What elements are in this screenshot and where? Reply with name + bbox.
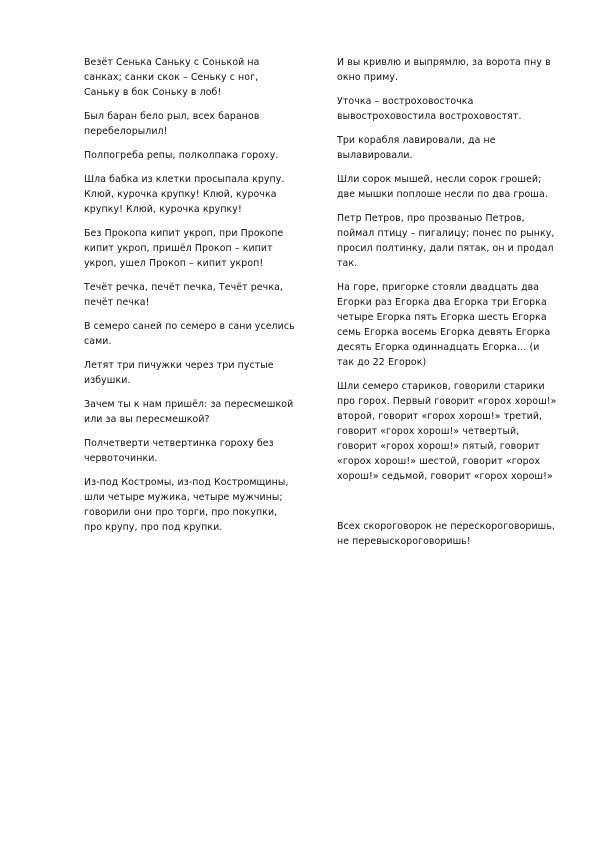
tongue-twister: На горе, пригорке стояли двадцать два Егорки раз Егорка два Егорка три Егорка четыре Егорка пять Егорка шесть Егорка семь Егорка восемь Егорка девять Егорка десять Егорка одиннадцать Егорка… (и так до 22 Егорок) bbox=[337, 282, 551, 368]
tongue-twister: Везёт Сенька Саньку с Сонькой на санках; санки скок – Сеньку с ног, Саньку в бок Соньку в лоб! bbox=[84, 57, 260, 98]
tongue-twister: Летят три пичужки через три пустые избушки. bbox=[84, 360, 274, 386]
tongue-twister: Шли семеро стариков, говорили старики про горох. Первый говорит «горох хорош!» второй, говорит «горох хорош!» третий, говорит «горох хорош!» четвертый, говорит «горох хорош!» пятый, говорит «горох хорош!» шестой, говорит «горох хорош!» седьмой, говорит «горох хорош!» bbox=[337, 381, 557, 482]
tongue-twister: Полпогреба репы, полколпака гороху. bbox=[84, 150, 279, 161]
tongue-twister: Течёт речка, печёт печка, Течёт речка, печёт печка! bbox=[84, 282, 284, 308]
tongue-twister: Петр Петров, про прозваныо Петров, поймал птицу – пигалицу; понес по рынку, просил полтинку, дали пятак, он и продал так. bbox=[337, 213, 555, 269]
left-column bbox=[84, 55, 296, 544]
closing-line: Всех скороговорок не перескороговоришь, не перевыскороговоришь! bbox=[337, 521, 556, 547]
tongue-twister: И вы кривлю и выпрямлю, за ворота пну в окно приму. bbox=[337, 57, 551, 83]
tongue-twister: Зачем ты к нам пришёл: за пересмешкой или за вы пересмешкой? bbox=[84, 399, 294, 425]
tongue-twister: В семеро саней по семеро в сани уселись сами. bbox=[84, 321, 295, 347]
tongue-twister: Три корабля лавировали, да не вылавировали. bbox=[337, 135, 496, 161]
tongue-twister: Из-под Костромы, из-под Костромщины, шли четыре мужика, четыре мужчины; говорили они про торги, про покупки, про крупу, про под крупки. bbox=[84, 477, 289, 533]
right-column bbox=[337, 55, 557, 558]
tongue-twister: Был баран бело рыл, всех баранов перебелорылил! bbox=[84, 111, 260, 137]
tongue-twister: Шли сорок мышей, несли сорок грошей; две мышки поплоше несли по два гроша. bbox=[337, 174, 548, 200]
tongue-twister: Полчетверти четвертинка гороху без червоточинки. bbox=[84, 438, 274, 464]
tongue-twister: Уточка – востроховосточка вывостроховостила востроховостят. bbox=[337, 96, 522, 122]
tongue-twister: Шла бабка из клетки просыпала крупу. Клюй, курочка крупку! Клюй, курочка крупку! Клюй, курочка крупку! bbox=[84, 174, 285, 215]
tongue-twister: Без Прокопа кипит укроп, при Прокопе кипит укроп, пришёл Прокоп – кипит укроп, ушел Прокоп – кипит укроп! bbox=[84, 228, 284, 269]
